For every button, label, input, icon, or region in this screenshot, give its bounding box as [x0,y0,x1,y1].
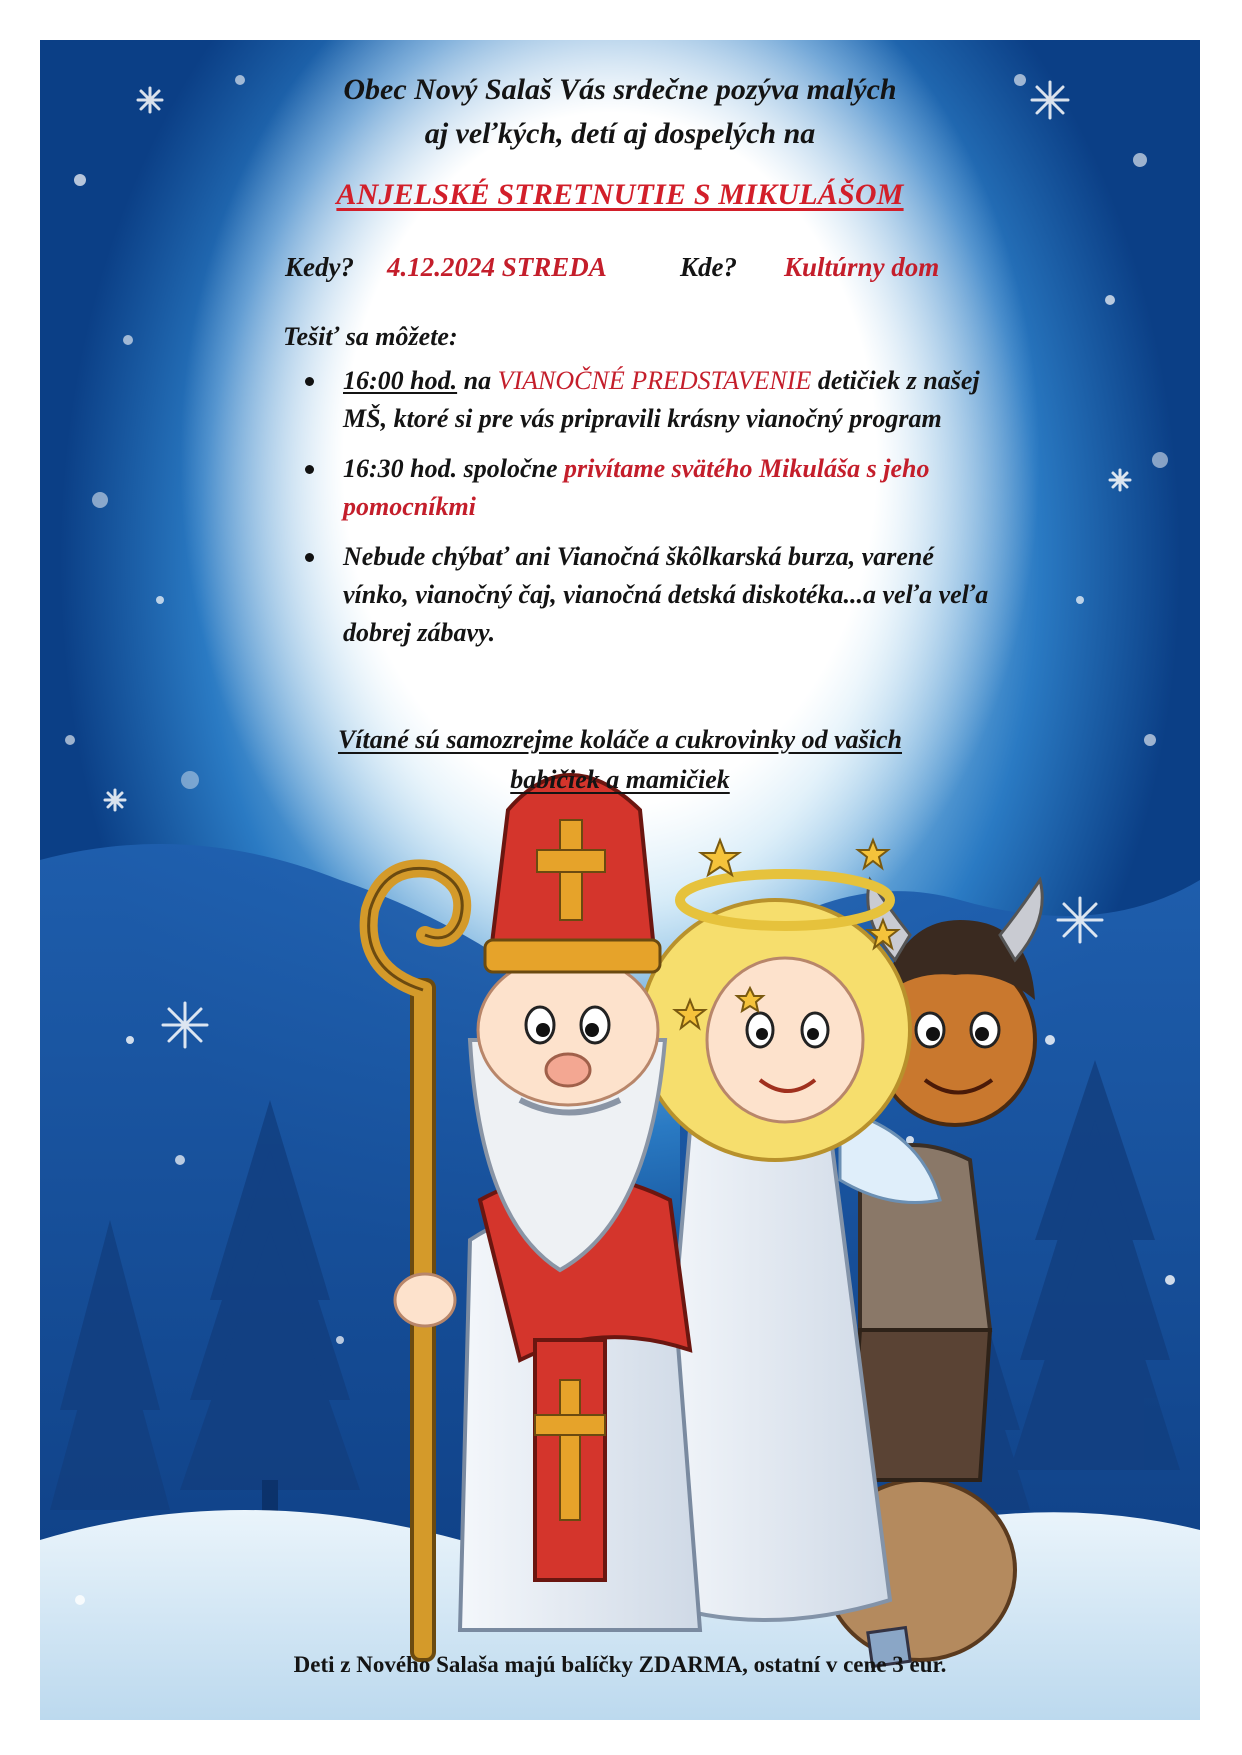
performance-connector: na [457,366,498,395]
when-date: 4.12.2024 STREDA [387,252,607,282]
where-location: Kultúrny dom [784,252,940,282]
bullet-icon [305,553,314,562]
poster [40,40,1200,1720]
extras-description: Nebude chýbať ani Vianočná škôlkarská burza, varené vínko, vianočný čaj, vianočná detská diskotéka...a veľa veľa dobrej zábavy. [343,542,989,647]
welcome-time: 16:30 hod. [343,454,458,483]
event-title: ANJELSKÉ STRETNUTIE S MIKULÁŠOM [336,178,904,211]
winter-scene-illustration [40,40,1200,1720]
welcome-connector: spoločne [457,454,565,483]
price-footer: Deti z Nového Salaša majú balíčky ZDARMA, ostatní v cene 3 eur. [293,1652,947,1677]
program-list [295,362,995,664]
intro-line-1: Obec Nový Salaš Vás srdečne pozýva malých [343,73,897,106]
program-item-welcome-nicholas [295,450,995,526]
welcome-note-line-2: babičiek a mamičiek [510,765,730,794]
intro-text [40,68,1200,156]
program-heading: Tešiť sa môžete: [283,322,458,351]
when-label: Kedy? [285,252,354,282]
st-nicholas-figure [369,775,700,1660]
bullet-icon [305,465,314,474]
where-label: Kde? [680,252,737,282]
performance-time: 16:00 hod. [343,366,458,395]
intro-line-2: aj veľkých, detí aj dospelých na [424,117,816,150]
welcome-highlight: privítame svätého Mikuláša s jeho pomocníkmi [343,454,930,521]
welcome-note-line-1: Vítané sú samozrejme koláče a cukrovinky od vašich [337,725,903,754]
performance-highlight: VIANOČNÉ PREDSTAVENIE [497,366,812,395]
bullet-icon [305,377,314,386]
welcome-note [40,720,1200,800]
program-item-performance [295,362,995,438]
performance-description: detičiek z našej MŠ, ktoré si pre vás pripravili krásny vianočný program [343,366,980,433]
program-item-extras [295,538,995,652]
